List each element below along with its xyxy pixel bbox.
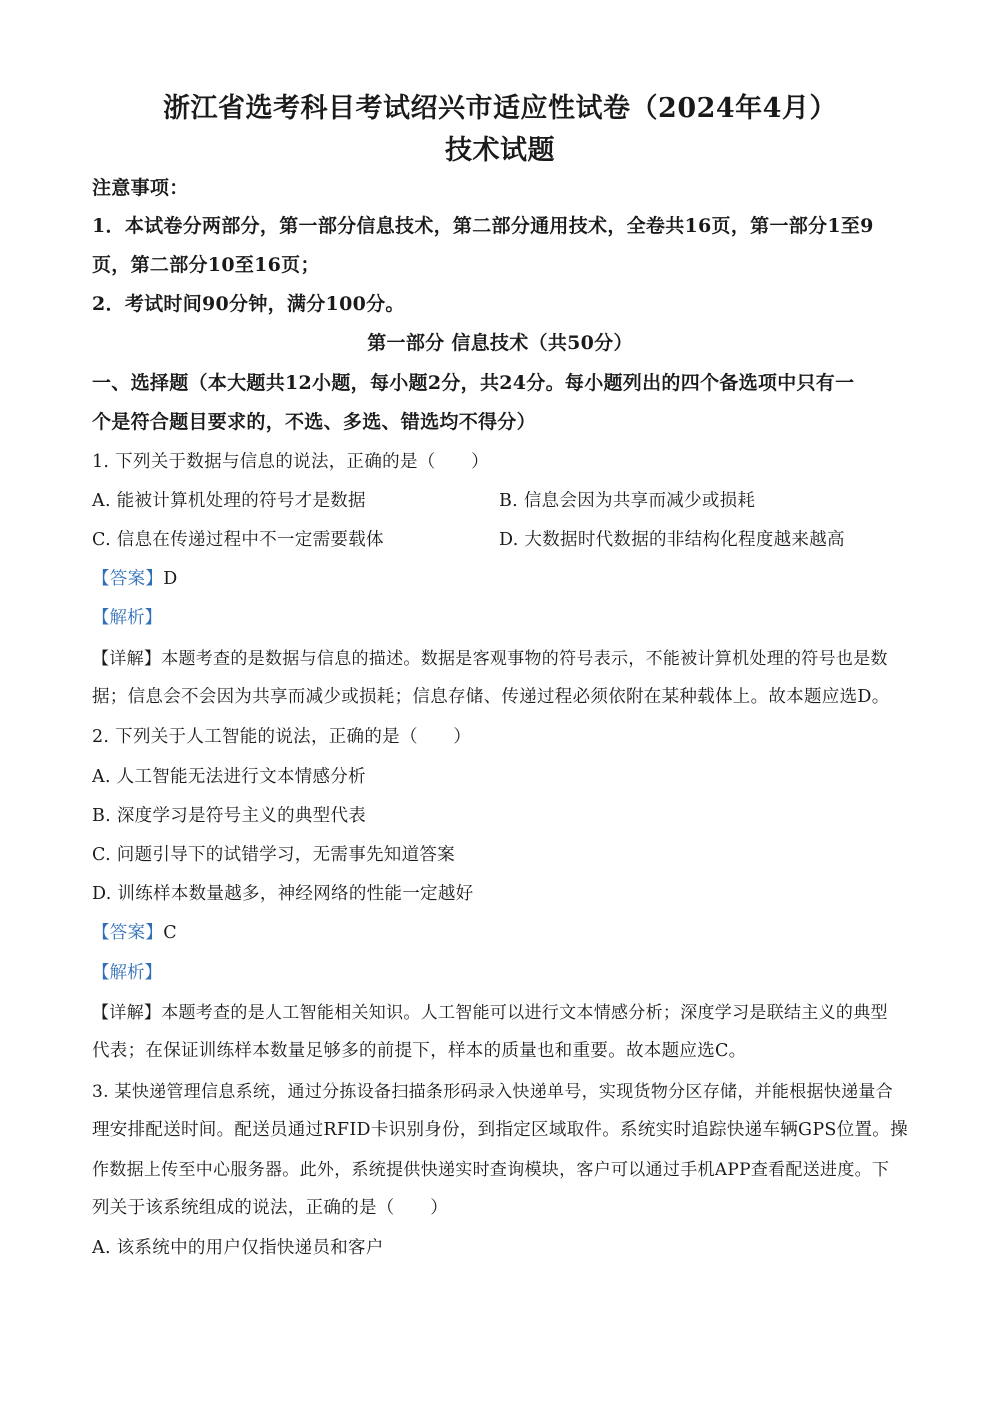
q3-stem-cont-1: 理安排配送时间。配送员通过RFID卡识别身份，到指定区域取件。系统实时追踪快递车辆GPS位置。操 — [92, 1120, 908, 1140]
q3-stem-cont-3: 列关于该系统组成的说法，正确的是（ ） — [92, 1198, 448, 1218]
answer-tag: 【答案】 — [92, 923, 164, 943]
notice-item-2: 2．考试时间90分钟，满分100分。 — [92, 293, 405, 315]
q2-option-c: C. 问题引导下的试错学习，无需事先知道答案 — [92, 845, 455, 865]
q1-answer — [92, 565, 178, 590]
answer-tag: 【答案】 — [92, 569, 164, 589]
q2-answer — [92, 919, 177, 944]
q1-option-b: B. 信息会因为共享而减少或损耗 — [499, 491, 756, 511]
q3-stem-cont-2: 作数据上传至中心服务器。此外，系统提供快递实时查询模块，客户可以通过手机APP查看配送进度。下 — [92, 1160, 890, 1180]
q1-option-c: C. 信息在传递过程中不一定需要载体 — [92, 530, 384, 550]
q2-detail-cont: 代表；在保证训练样本数量足够多的前提下，样本的质量也和重要。故本题应选C。 — [92, 1041, 747, 1061]
q1-detail-cont: 据；信息会不会因为共享而减少或损耗；信息存储、传递过程必须依附在某种载体上。故本题应选D。 — [92, 687, 890, 707]
q3-option-a: A. 该系统中的用户仅指快递员和客户 — [92, 1238, 384, 1258]
q1-stem: 1. 下列关于数据与信息的说法，正确的是（ ） — [92, 452, 489, 472]
q2-option-d: D. 训练样本数量越多，神经网络的性能一定越好 — [92, 884, 474, 904]
exam-subtitle: 技术试题 — [445, 135, 555, 166]
q2-detail: 【详解】本题考查的是人工智能相关知识。人工智能可以进行文本情感分析；深度学习是联结主义的典型 — [92, 1003, 888, 1023]
section-heading: 一、选择题（本大题共12小题，每小题2分，共24分。每小题列出的四个备选项中只有一 — [92, 372, 855, 394]
q2-option-a: A. 人工智能无法进行文本情感分析 — [92, 767, 366, 787]
notice-heading: 注意事项： — [92, 177, 189, 199]
q1-detail: 【详解】本题考查的是数据与信息的描述。数据是客观事物的符号表示，不能被计算机处理的符号也是数 — [92, 649, 888, 669]
q2-stem: 2. 下列关于人工智能的说法，正确的是（ ） — [92, 727, 472, 747]
part1-title: 第一部分 信息技术（共50分） — [367, 332, 633, 354]
section-heading-cont: 个是符合题目要求的，不选、多选、错选均不得分） — [92, 411, 536, 433]
q2-option-b: B. 深度学习是符号主义的典型代表 — [92, 806, 367, 826]
notice-item-1: 1．本试卷分两部分，第一部分信息技术，第二部分通用技术，全卷共16页，第一部分1至9 — [92, 215, 874, 237]
q2-answer-value: C — [163, 923, 177, 943]
q1-analysis-tag: 【解析】 — [92, 608, 162, 628]
q1-option-d: D. 大数据时代数据的非结构化程度越来越高 — [499, 530, 845, 550]
q1-option-a: A. 能被计算机处理的符号才是数据 — [92, 491, 366, 511]
notice-item-1-cont: 页，第二部分10至16页； — [92, 254, 320, 276]
exam-title: 浙江省选考科目考试绍兴市适应性试卷（2024年4月） — [163, 93, 837, 124]
q2-analysis-tag: 【解析】 — [92, 963, 162, 983]
q1-answer-value: D — [163, 569, 178, 589]
q3-stem: 3. 某快递管理信息系统，通过分拣设备扫描条形码录入快递单号，实现货物分区存储，并能根据快递量合 — [92, 1082, 894, 1102]
